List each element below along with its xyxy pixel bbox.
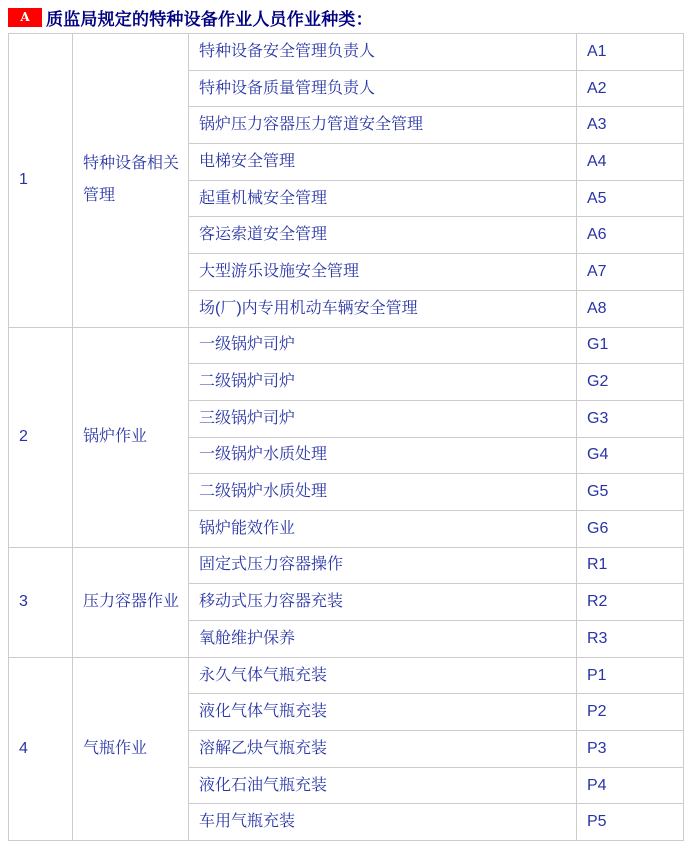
- equipment-category-table: [8, 33, 684, 841]
- group-index: 4: [9, 657, 73, 840]
- job-title-cell: 锅炉压力容器压力管道安全管理: [189, 107, 577, 144]
- job-code-cell: A6: [577, 217, 684, 254]
- job-title-cell: 三级锅炉司炉: [189, 400, 577, 437]
- job-title-cell: 固定式压力容器操作: [189, 547, 577, 584]
- job-title-cell: 液化石油气瓶充装: [189, 767, 577, 804]
- group-index: 1: [9, 34, 73, 328]
- job-title-cell: 锅炉能效作业: [189, 510, 577, 547]
- group-index: 2: [9, 327, 73, 547]
- job-code-cell: G6: [577, 510, 684, 547]
- job-title-cell: 电梯安全管理: [189, 144, 577, 181]
- job-code-cell: A7: [577, 254, 684, 291]
- job-title-cell: 特种设备质量管理负责人: [189, 70, 577, 107]
- job-code-cell: A5: [577, 180, 684, 217]
- table-row: [9, 547, 684, 584]
- group-category: 特种设备相关管理: [73, 34, 189, 328]
- job-title-cell: 氧舱维护保养: [189, 621, 577, 658]
- job-title-cell: 二级锅炉司炉: [189, 364, 577, 401]
- job-code-cell: R2: [577, 584, 684, 621]
- section-badge: A: [8, 8, 42, 27]
- job-title-cell: 溶解乙炔气瓶充装: [189, 731, 577, 768]
- table-row: [9, 657, 684, 694]
- job-title-cell: 大型游乐设施安全管理: [189, 254, 577, 291]
- job-code-cell: A3: [577, 107, 684, 144]
- table-row: [9, 327, 684, 364]
- job-code-cell: R3: [577, 621, 684, 658]
- job-code-cell: P2: [577, 694, 684, 731]
- page-header: [8, 5, 373, 30]
- job-title-cell: 移动式压力容器充装: [189, 584, 577, 621]
- job-code-cell: A4: [577, 144, 684, 181]
- job-code-cell: P4: [577, 767, 684, 804]
- job-title-cell: 永久气体气瓶充装: [189, 657, 577, 694]
- job-title-cell: 特种设备安全管理负责人: [189, 34, 577, 71]
- job-title-cell: 一级锅炉水质处理: [189, 437, 577, 474]
- job-title-cell: 液化气体气瓶充装: [189, 694, 577, 731]
- group-category: 压力容器作业: [73, 547, 189, 657]
- job-title-cell: 一级锅炉司炉: [189, 327, 577, 364]
- group-index: 3: [9, 547, 73, 657]
- job-code-cell: A1: [577, 34, 684, 71]
- job-code-cell: A8: [577, 290, 684, 327]
- job-title-cell: 场(厂)内专用机动车辆安全管理: [189, 290, 577, 327]
- job-code-cell: P5: [577, 804, 684, 841]
- job-code-cell: G3: [577, 400, 684, 437]
- job-code-cell: P1: [577, 657, 684, 694]
- job-title-cell: 客运索道安全管理: [189, 217, 577, 254]
- job-title-cell: 起重机械安全管理: [189, 180, 577, 217]
- table-row: [9, 34, 684, 71]
- page-title: 质监局规定的特种设备作业人员作业种类：: [46, 10, 373, 29]
- equipment-table-body: [9, 34, 684, 841]
- job-code-cell: G5: [577, 474, 684, 511]
- group-category: 锅炉作业: [73, 327, 189, 547]
- group-category: 气瓶作业: [73, 657, 189, 840]
- job-code-cell: R1: [577, 547, 684, 584]
- job-code-cell: A2: [577, 70, 684, 107]
- job-title-cell: 车用气瓶充装: [189, 804, 577, 841]
- job-code-cell: P3: [577, 731, 684, 768]
- job-code-cell: G4: [577, 437, 684, 474]
- job-code-cell: G2: [577, 364, 684, 401]
- job-title-cell: 二级锅炉水质处理: [189, 474, 577, 511]
- job-code-cell: G1: [577, 327, 684, 364]
